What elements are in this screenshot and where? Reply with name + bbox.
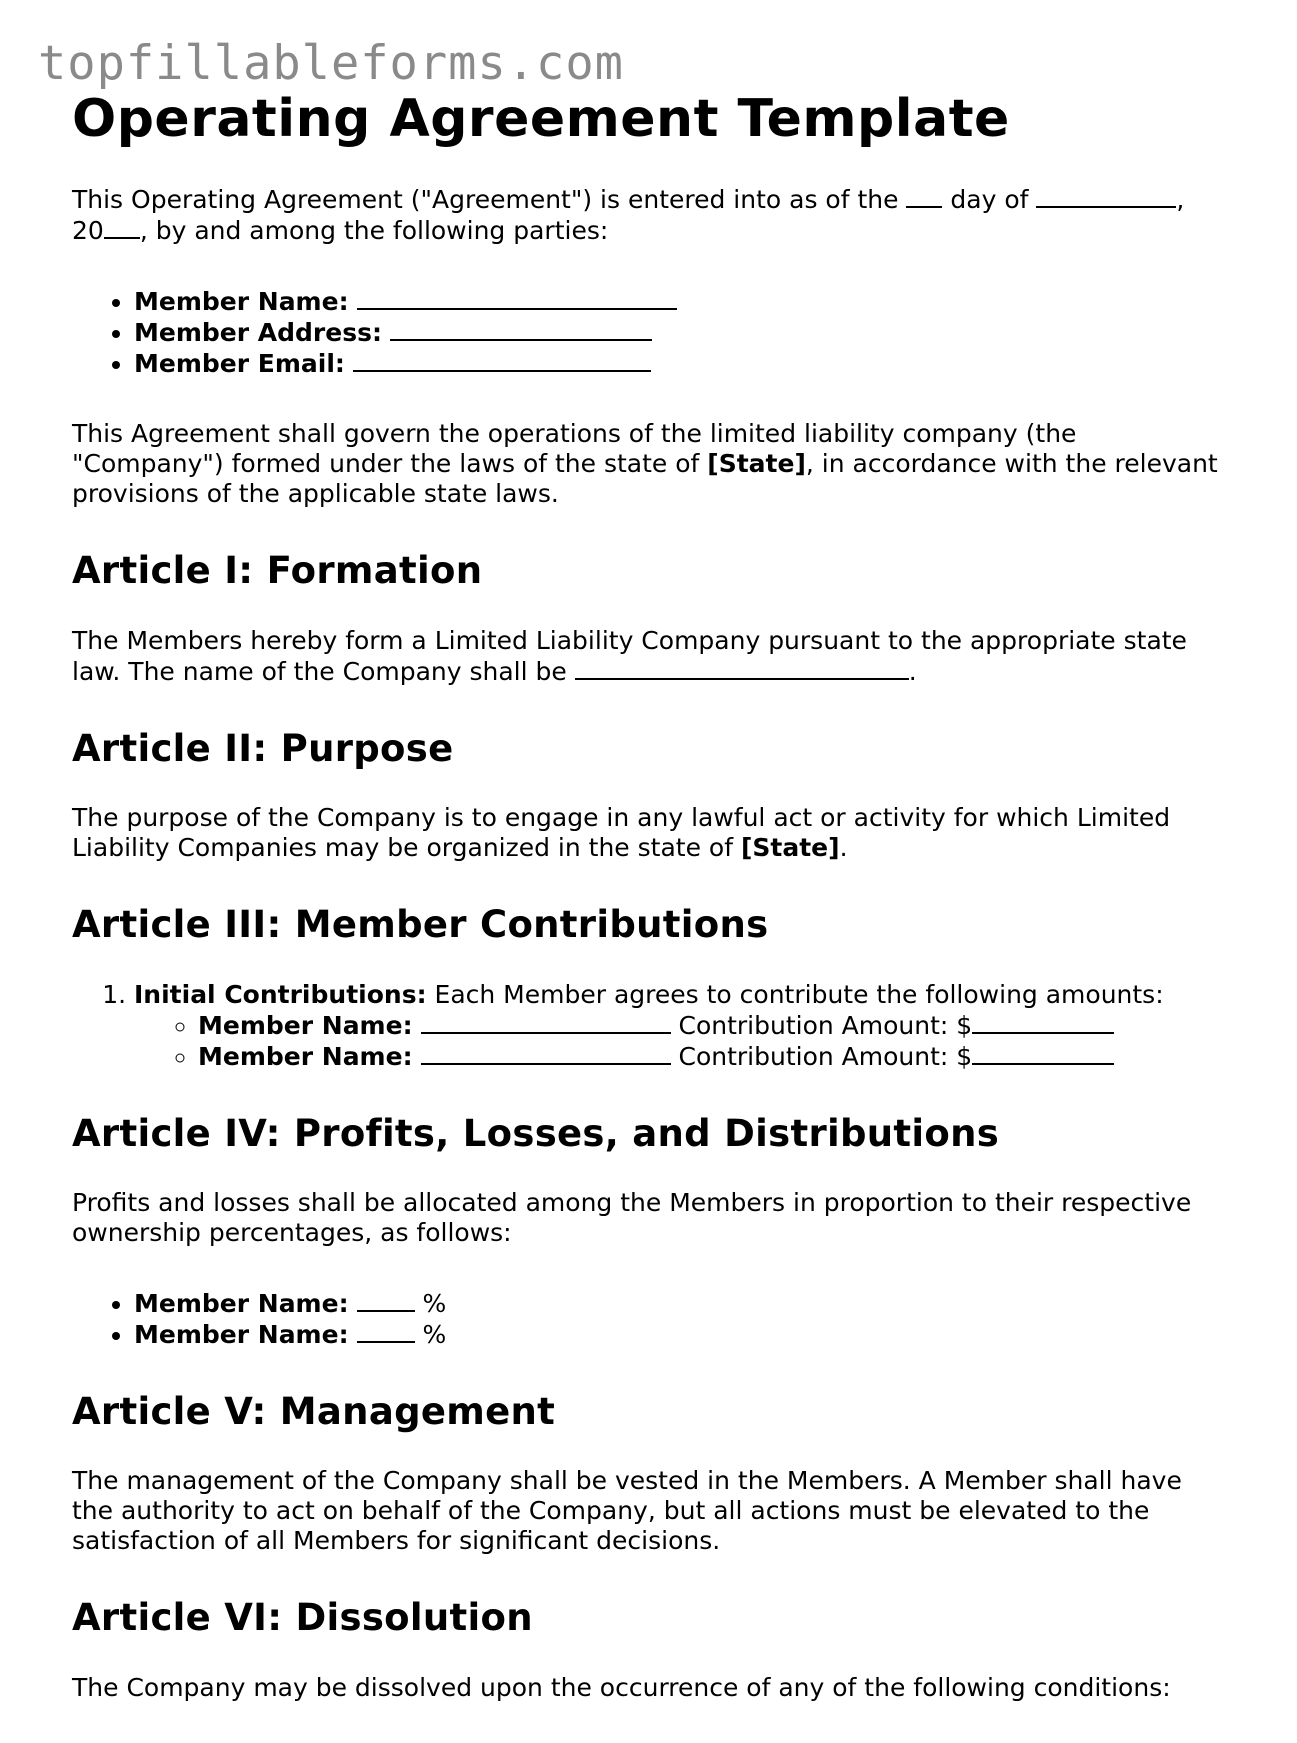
day-blank[interactable]	[906, 184, 942, 208]
list-item	[134, 1319, 1222, 1350]
list-item	[134, 348, 1222, 379]
member-name-blank[interactable]	[421, 1010, 671, 1034]
governing-text-2: , in accordance with the relevant provisions of the applicable state laws.	[72, 449, 1218, 509]
document-page	[72, 88, 1222, 1743]
article-1-heading: Article I: Formation	[72, 549, 483, 593]
article-6-heading: Article VI: Dissolution	[72, 1596, 533, 1640]
list-item	[134, 980, 1222, 1072]
percentage-blank[interactable]	[357, 1288, 415, 1312]
member-name-blank[interactable]	[421, 1041, 671, 1065]
parties-list	[72, 286, 1222, 379]
percent-sign: %	[422, 1288, 447, 1318]
list-item	[134, 317, 1222, 348]
list-item	[198, 1010, 1222, 1041]
article-5-text: The management of the Company shall be vested in the Members. A Member shall have the authority to act on behalf of the Company, but all actions must be elevated to the satisfaction of all Members for significant decisions.	[72, 1466, 1182, 1556]
article-4-heading: Article IV: Profits, Losses, and Distributions	[72, 1111, 1000, 1155]
year-blank[interactable]	[104, 215, 140, 239]
member-name-label: Member Name:	[134, 287, 349, 317]
member-email-label: Member Email:	[134, 349, 345, 379]
list-item	[134, 1288, 1222, 1319]
contribution-amount-label: Contribution Amount: $	[678, 1010, 973, 1040]
percentage-blank[interactable]	[357, 1319, 415, 1343]
document-title: Operating Agreement Template	[72, 89, 1010, 149]
article-4-text: Profits and losses shall be allocated among the Members in proportion to their respective ownership percentages, as follows:	[72, 1187, 1192, 1247]
contribution-amount-blank[interactable]	[972, 1010, 1114, 1034]
company-name-blank[interactable]	[575, 656, 909, 680]
intro-text-4: , by and among the following parties:	[139, 216, 609, 246]
member-name-blank[interactable]	[357, 286, 677, 310]
ownership-list	[72, 1288, 1222, 1350]
intro-text-2: day of	[950, 185, 1029, 215]
member-address-label: Member Address:	[134, 318, 382, 348]
article-2-body: The purpose of the Company is to engage in any lawful act or activity for which Limited Liability Companies may be organized in the state of	[72, 803, 1171, 863]
initial-contributions-label: Initial Contributions:	[134, 979, 427, 1009]
list-item	[198, 1041, 1222, 1072]
contribution-amount-blank[interactable]	[972, 1041, 1114, 1065]
member-address-blank[interactable]	[390, 317, 652, 341]
state-placeholder: [State]	[740, 833, 840, 863]
member-email-blank[interactable]	[353, 348, 651, 372]
article-5-heading: Article V: Management	[72, 1389, 556, 1433]
contribution-amount-label: Contribution Amount: $	[678, 1041, 973, 1071]
month-blank[interactable]	[1036, 184, 1176, 208]
article-1-body: The Members hereby form a Limited Liability Company pursuant to the appropriate state law. The name of the Company shall be	[72, 625, 1187, 686]
member-name-label: Member Name:	[134, 1319, 349, 1349]
governing-text-1: This Agreement shall govern the operations of the limited liability company (the "Company") formed under the laws of the state of	[72, 419, 1077, 479]
article-6-text: The Company may be dissolved upon the occurrence of any of the following conditions:	[72, 1672, 1171, 1702]
intro-paragraph: This Operating Agreement ("Agreement") is entered into as of the day of , 20 , by and among the following parties:	[72, 185, 1185, 246]
contributions-list	[72, 980, 1222, 1072]
list-item	[134, 286, 1222, 317]
member-name-label: Member Name:	[198, 1010, 413, 1040]
article-1-text: The Members hereby form a Limited Liability Company pursuant to the appropriate state law. The name of the Company shall be .	[72, 625, 1187, 686]
article-2-heading: Article II: Purpose	[72, 726, 454, 770]
initial-contributions-text: Each Member agrees to contribute the following amounts:	[434, 979, 1164, 1009]
member-name-label: Member Name:	[134, 1288, 349, 1318]
intro-text-3: 20	[72, 216, 104, 246]
governing-paragraph	[72, 419, 1222, 509]
article-2-text: The purpose of the Company is to engage in any lawful act or activity for which Limited Liability Companies may be organized in the state of [State].	[72, 803, 1171, 863]
watermark: topfillableforms.com	[38, 36, 624, 91]
percent-sign: %	[422, 1319, 447, 1349]
state-placeholder: [State]	[707, 449, 806, 479]
member-name-label: Member Name:	[198, 1041, 413, 1071]
contribution-sublist	[134, 1010, 1222, 1072]
intro-text-1: This Operating Agreement ("Agreement") is entered into as of the	[72, 185, 899, 215]
article-3-heading: Article III: Member Contributions	[72, 903, 769, 947]
